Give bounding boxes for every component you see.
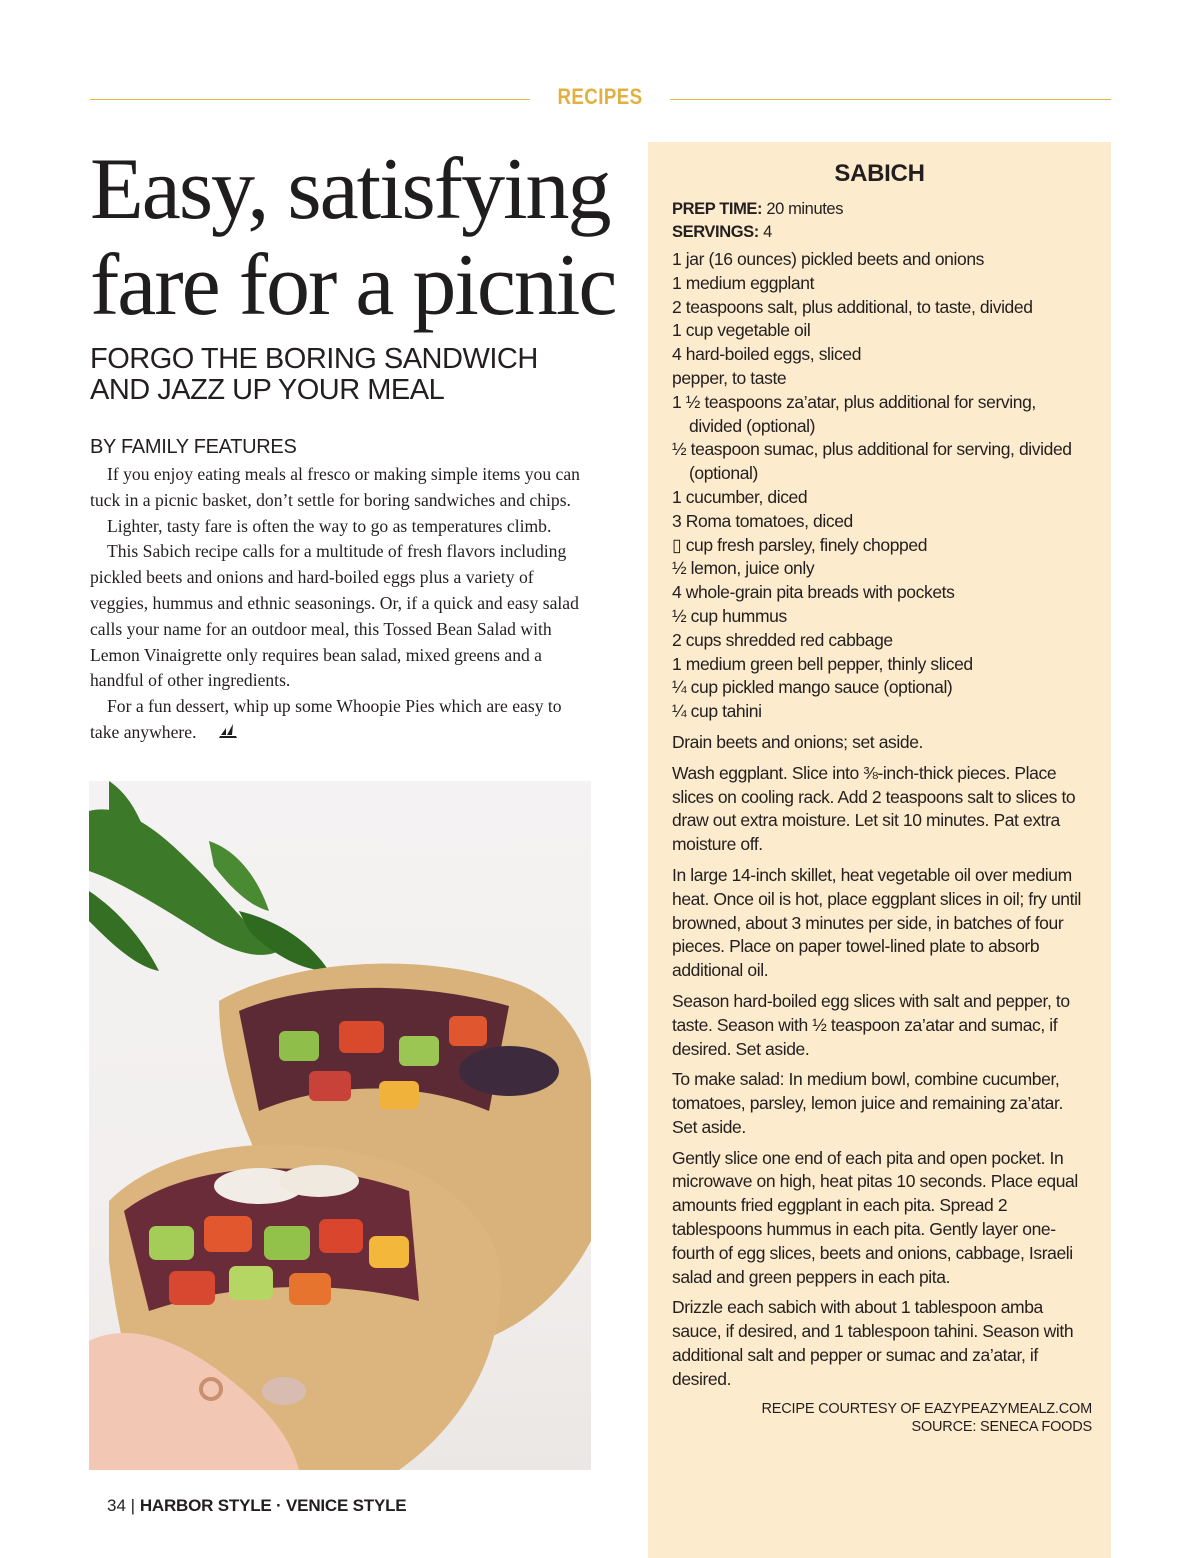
intro-paragraph: If you enjoy eating meals al fresco or making simple items you can tuck in a picnic basket, don’t settle for boring sandwiches and chips. <box>90 464 580 510</box>
recipe-credits <box>672 1400 1092 1436</box>
headline <box>90 142 630 334</box>
boat-sail-icon <box>200 721 239 747</box>
prep-time-value: 20 minutes <box>766 200 844 218</box>
headline-line-2: fare for a picnic <box>90 237 616 334</box>
recipe-step: Drain beets and onions; set aside. <box>672 731 924 752</box>
ingredient-item: ¼ cup pickled mango sauce (optional) <box>672 677 953 698</box>
servings-label: SERVINGS: <box>672 223 759 241</box>
recipe-steps <box>672 731 1092 1392</box>
recipe-step: Wash eggplant. Slice into ⅜-inch-thick pieces. Place slices on cooling rack. Add 2 teaspoons salt to slices to draw out extra moisture. Let sit 10 minutes. Pat extra moisture off. <box>672 762 1076 855</box>
ingredient-item: 2 teaspoons salt, plus additional, to taste, divided <box>672 296 1033 317</box>
recipe-step: Gently slice one end of each pita and open pocket. In microwave on high, heat pitas 10 seconds. Place equal amounts fried eggplant in each pita. Spread 2 tablespoons hummus in each pita. Gently layer one-fourth of egg slices, beets and onions, cabbage, Israeli salad and green peppers in each pita. <box>672 1147 1078 1287</box>
parsley-garnish <box>89 781 329 971</box>
publication-name: HARBOR STYLE · VENICE STYLE <box>139 1496 407 1515</box>
intro-paragraph-last <box>90 694 580 747</box>
servings <box>672 221 1092 244</box>
recipe-box <box>648 142 1111 1558</box>
headline-line-1: Easy, satisfying <box>90 141 610 238</box>
recipe-source: SOURCE: SENECA FOODS <box>911 1418 1092 1435</box>
recipe-step: Season hard-boiled egg slices with salt and pepper, to taste. Season with ½ teaspoon za’atar and sumac, if desired. Set aside. <box>672 990 1070 1059</box>
recipe-step: To make salad: In medium bowl, combine cucumber, tomatoes, parsley, lemon juice and remaining za’atar. Set aside. <box>672 1069 1063 1137</box>
ingredient-item: ½ lemon, juice only <box>672 558 815 579</box>
recipe-step: In large 14-inch skillet, heat vegetable oil over medium heat. Once oil is hot, place eggplant slices in oil; fry until browned, about 3 minutes per side, in batches of four pieces. Place on paper towel-lined plate to absorb additional oil. <box>672 864 1082 981</box>
recipe-step: Drizzle each sabich with about 1 tablespoon amba sauce, if desired, and 1 tablespoon tahini. Season with additional salt and pepper or sumac and za’atar, if desired. <box>672 1297 1074 1389</box>
ingredient-item: 1 jar (16 ounces) pickled beets and onions <box>672 249 985 269</box>
ingredient-item: ½ teaspoon sumac, plus additional for serving, divided (optional) <box>672 439 1072 484</box>
prep-time <box>672 198 1092 221</box>
intro-paragraph: This Sabich recipe calls for a multitude of fresh flavors including pickled beets and onions and hard-boiled eggs plus a variety of veggies, hummus and ethnic seasonings. Or, if a quick and easy salad calls your name for an outdoor meal, this Tossed Bean Salad with Lemon Vinaigrette only requires bean salad, mixed greens and a handful of other ingredients. <box>90 541 579 691</box>
prep-time-label: PREP TIME: <box>672 200 763 218</box>
intro-paragraph-text: For a fun dessert, whip up some Whoopie Pies which are easy to take anywhere. <box>90 696 562 742</box>
recipe-courtesy: RECIPE COURTESY OF EAZYPEAZYMEALZ.COM <box>761 1400 1092 1417</box>
ingredient-item: ½ cup hummus <box>672 605 787 626</box>
page-number: 34 <box>107 1496 126 1515</box>
ingredient-item: pepper, to taste <box>672 367 787 388</box>
intro-text <box>90 462 580 747</box>
sabich-photo <box>89 781 591 1470</box>
ingredient-item: 1 ½ teaspoons za’atar, plus additional for serving, divided (optional) <box>672 391 1036 436</box>
recipe-content <box>672 198 1092 1436</box>
section-label: RECIPES <box>557 84 643 109</box>
byline: BY FAMILY FEATURES <box>90 436 297 458</box>
subheadline-line-1: FORGO THE BORING SANDWICH <box>90 343 538 375</box>
ingredient-item: 1 cucumber, diced <box>672 486 808 507</box>
ingredient-item: 1 medium green bell pepper, thinly sliced <box>672 653 973 674</box>
intro-paragraph: Lighter, tasty fare is often the way to go as temperatures climb. <box>107 515 552 536</box>
page-footer <box>107 1496 406 1516</box>
subheadline-line-2: AND JAZZ UP YOUR MEAL <box>90 374 445 406</box>
ingredient-item: 3 Roma tomatoes, diced <box>672 510 853 531</box>
servings-value: 4 <box>763 223 772 241</box>
ingredient-item: 4 whole-grain pita breads with pockets <box>672 582 955 603</box>
ingredient-list <box>672 248 1092 724</box>
ingredient-item: 4 hard-boiled eggs, sliced <box>672 344 862 365</box>
ingredient-item: 1 medium eggplant <box>672 272 815 293</box>
ingredient-item: 1 cup vegetable oil <box>672 320 811 341</box>
subheadline <box>90 344 630 406</box>
ingredient-item: ¼ cup tahini <box>672 701 762 722</box>
ingredient-item: ▯ cup fresh parsley, finely chopped <box>672 534 928 555</box>
recipe-title: SABICH <box>834 160 925 187</box>
ingredient-item: 2 cups shredded red cabbage <box>672 629 893 650</box>
footer-separator: | <box>130 1496 136 1515</box>
